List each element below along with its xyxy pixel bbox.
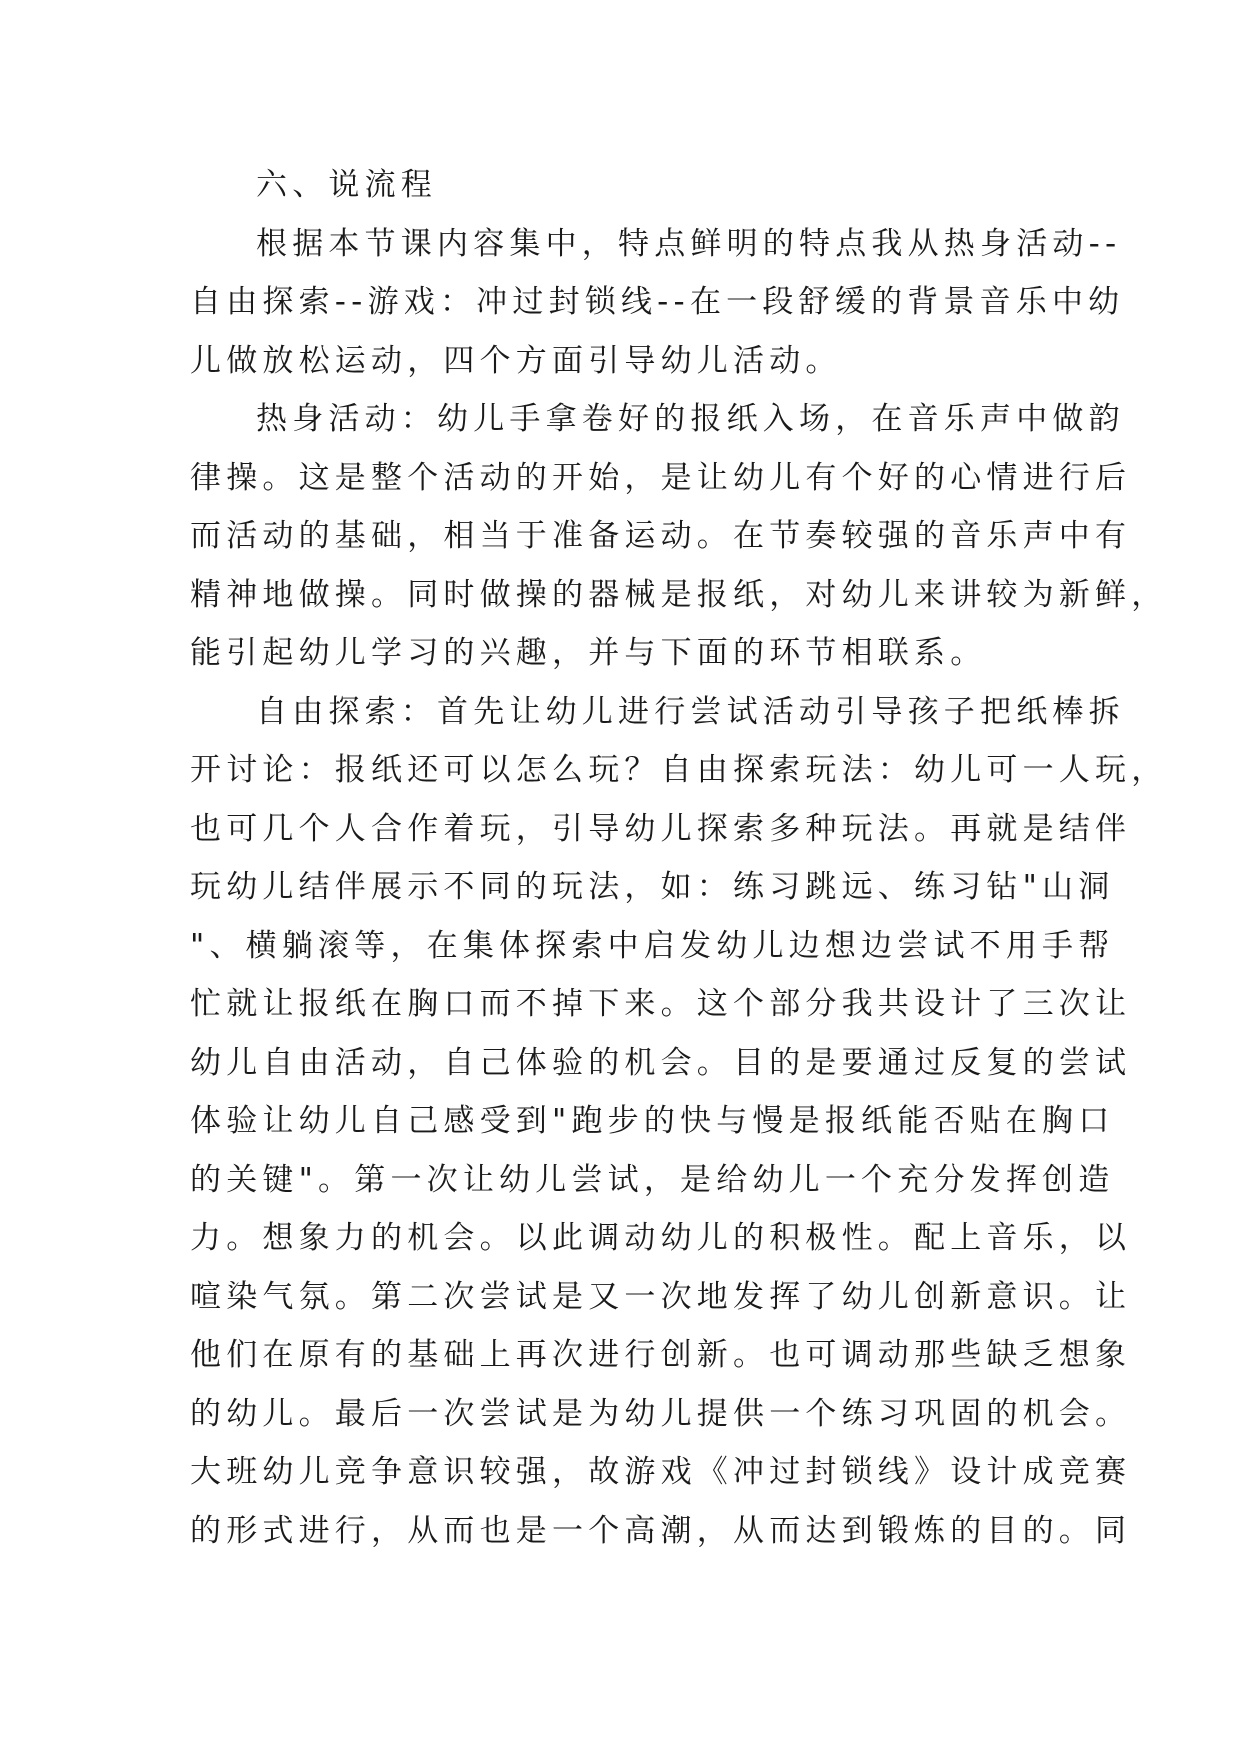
text-line: 忙就让报纸在胸口而不掉下来。这个部分我共设计了三次让 [190,986,1132,1022]
text-line: "、横躺滚等，在集体探索中启发幼儿边想边尝试不用手帮 [190,927,1115,964]
text-line: 而活动的基础，相当于准备运动。在节奏较强的音乐声中有 [190,518,1132,554]
text-line: 体验让幼儿自己感受到"跑步的快与慢是报纸能否贴在胸口 [190,1103,1115,1139]
text-line: 根据本节课内容集中，特点鲜明的特点我从热身活动-- [256,225,1122,262]
text-line: 的形式进行，从而也是一个高潮，从而达到锻炼的目的。同 [190,1512,1132,1549]
text-line: 也可几个人合作着玩，引导幼儿探索多种玩法。再就是结伴 [190,810,1132,847]
text-line: 他们在原有的基础上再次进行创新。也可调动那些缺乏想象 [190,1337,1132,1373]
text-line: 喧染气氛。第二次尝试是又一次地发挥了幼儿创新意识。让 [190,1278,1132,1315]
text-line: 大班幼儿竞争意识较强，故游戏《冲过封锁线》设计成竞赛 [190,1454,1132,1490]
text-line: 精神地做操。同时做操的器械是报纸，对幼儿来讲较为新鲜， [190,576,1168,613]
text-line: 开讨论：报纸还可以怎么玩？自由探索玩法：幼儿可一人玩， [190,752,1168,788]
text-line: 热身活动：幼儿手拿卷好的报纸入场，在音乐声中做韵 [256,401,1125,437]
text-line: 幼儿自由活动，自己体验的机会。目的是要通过反复的尝试 [190,1044,1132,1081]
text-line: 的关键"。第一次让幼儿尝试，是给幼儿一个充分发挥创造 [190,1161,1115,1198]
document-body [190,156,1168,1560]
text-line: 律操。这是整个活动的开始，是让幼儿有个好的心情进行后 [190,459,1132,496]
text-line: 力。想象力的机会。以此调动幼儿的积极性。配上音乐，以 [190,1220,1132,1256]
text-line: 儿做放松运动，四个方面引导幼儿活动。 [190,342,842,379]
text-line: 自由探索：首先让幼儿进行尝试活动引导孩子把纸棒拆 [256,693,1125,730]
text-line: 玩幼儿结伴展示不同的玩法，如：练习跳远、练习钻"山洞 [190,869,1115,905]
text-line: 能引起幼儿学习的兴趣，并与下面的环节相联系。 [190,635,987,671]
text-line: 自由探索--游戏：冲过封锁线--在一段舒缓的背景音乐中幼 [190,284,1125,320]
section-heading: 六、说流程 [256,167,437,203]
text-line: 的幼儿。最后一次尝试是为幼儿提供一个练习巩固的机会。 [190,1395,1132,1432]
